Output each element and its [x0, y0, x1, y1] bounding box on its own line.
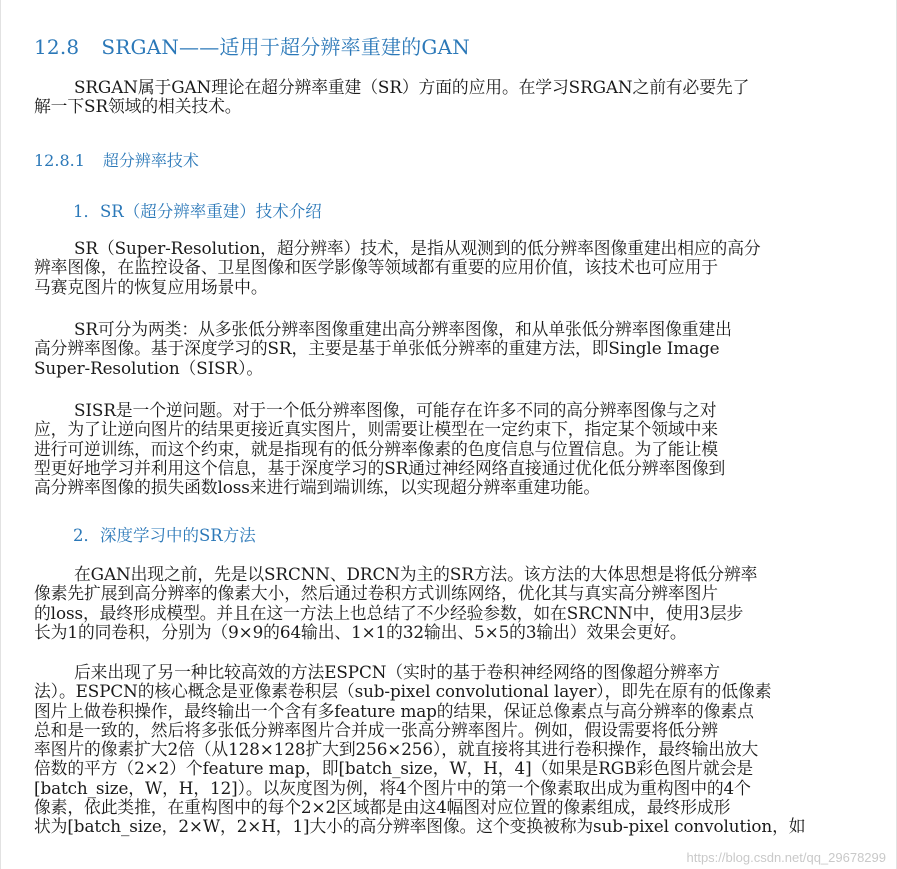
paragraph-line: 状为[batch_size，2×W，2×H，1]大小的高分辨率图像。这个变换被称为sub-pixel convolution，如: [34, 816, 806, 837]
paragraph-line: 像素先扩展到高分辨率的像素大小，然后通过卷积方式训练网络，优化其与真实高分辨率图片: [34, 583, 718, 604]
intro-paragraph: [34, 78, 864, 117]
subsection-number: 12.8.1: [34, 151, 85, 170]
paragraph-line: 法）。ESPCN的核心概念是亚像素卷积层（sub-pixel convolutional layer），即先在原有的低像素: [34, 681, 772, 702]
paragraph-line: SR（Super-Resolution，超分辨率）技术，是指从观测到的低分辨率图像重建出相应的高分: [74, 238, 761, 258]
section-heading: [34, 31, 470, 60]
paragraph-line: 长为1的同卷积，分别为（9×9的64输出、1×1的32输出、5×5的3输出）效果会更好。: [34, 621, 687, 642]
paragraph-line: 后来出现了另一种比较高效的方法ESPCN（实时的基于卷积神经网络的图像超分辨率方: [74, 662, 720, 682]
paragraph-srcnn: [34, 565, 864, 642]
subsection-heading: [34, 148, 199, 171]
paragraph-line: 型更好地学习并利用这个信息，基于深度学习的SR通过神经网络直接通过优化低分辨率图像到: [34, 457, 726, 478]
paragraph-line: SRGAN属于GAN理论在超分辨率重建（SR）方面的应用。在学习SRGAN之前有必要先了: [74, 77, 750, 97]
paragraph-line: 率图片的像素扩大2倍（从128×128扩大到256×256），就直接将其进行卷积操作，最终输出放大: [34, 739, 759, 760]
paragraph-line: 辨率图像，在监控设备、卫星图像和医学影像等领域都有重要的应用价值，该技术也可应用于: [34, 257, 718, 278]
paragraph-sr-types: [34, 320, 864, 378]
heading-sr-intro: 1．SR（超分辨率重建）技术介绍: [73, 202, 322, 221]
paragraph-line: [batch_size，W，H，12]）。以灰度图为例，将4个图片中的第一个像素取出成为重构图中的4个: [34, 777, 751, 798]
paragraph-espcn: [34, 663, 864, 837]
paragraph-line: 应，为了让逆向图片的结果更接近真实图片，则需要让模型在一定约束下，指定某个领域中来: [34, 419, 718, 440]
paragraph-line: 进行可逆训练，而这个约束，就是指现有的低分辨率像素的色度信息与位置信息。为了能让模: [34, 438, 718, 459]
paragraph-line: 总和是一致的，然后将多张低分辨率图片合并成一张高分辨率图片。例如，假设需要将低分辨: [34, 719, 718, 740]
paragraph-line: SISR是一个逆问题。对于一个低分辨率图像，可能存在许多不同的高分辨率图像与之对: [74, 400, 717, 420]
paragraph-line: 解一下SR领域的相关技术。: [34, 96, 242, 117]
paragraph-sr-definition: [34, 239, 864, 297]
paragraph-line: 高分辨率图像的损失函数loss来进行端到端训练，以实现超分辨率重建功能。: [34, 477, 601, 498]
paragraph-line: 倍数的平方（2×2）个feature map，即[batch_size，W，H，4]（如果是RGB彩色图片就会是: [34, 758, 754, 779]
paragraph-line: 像素，依此类推，在重构图中的每个2×2区域都是由这4幅图对应位置的像素组成，最终形成形: [34, 797, 731, 818]
paragraph-line: 高分辨率图像。基于深度学习的SR，主要是基于单张低分辨率的重建方法，即Single Image: [34, 338, 720, 359]
paragraph-sisr: [34, 401, 864, 497]
paragraph-line: SR可分为两类：从多张低分辨率图像重建出高分辨率图像，和从单张低分辨率图像重建出: [74, 319, 732, 339]
subsection-title: 超分辨率技术: [102, 151, 199, 170]
heading-dl-sr: 2．深度学习中的SR方法: [73, 526, 256, 545]
paragraph-line: Super-Resolution（SISR）。: [34, 357, 264, 378]
paragraph-line: 的loss，最终形成模型。并且在这一方法上也总结了不少经验参数，如在SRCNN中，使用3层步: [34, 602, 744, 623]
section-number: 12.8: [34, 35, 80, 59]
watermark: https://blog.csdn.net/qq_29678299: [686, 850, 886, 865]
paragraph-line: 图片上做卷积操作，最终输出一个含有多feature map的结果，保证总像素点与高分辨率的像素点: [34, 700, 754, 721]
section-title: SRGAN——适用于超分辨率重建的GAN: [101, 35, 470, 59]
paragraph-line: 在GAN出现之前，先是以SRCNN、DRCN为主的SR方法。该方法的大体思想是将低分辨率: [74, 564, 758, 584]
paragraph-line: 马赛克图片的恢复应用场景中。: [34, 276, 268, 297]
